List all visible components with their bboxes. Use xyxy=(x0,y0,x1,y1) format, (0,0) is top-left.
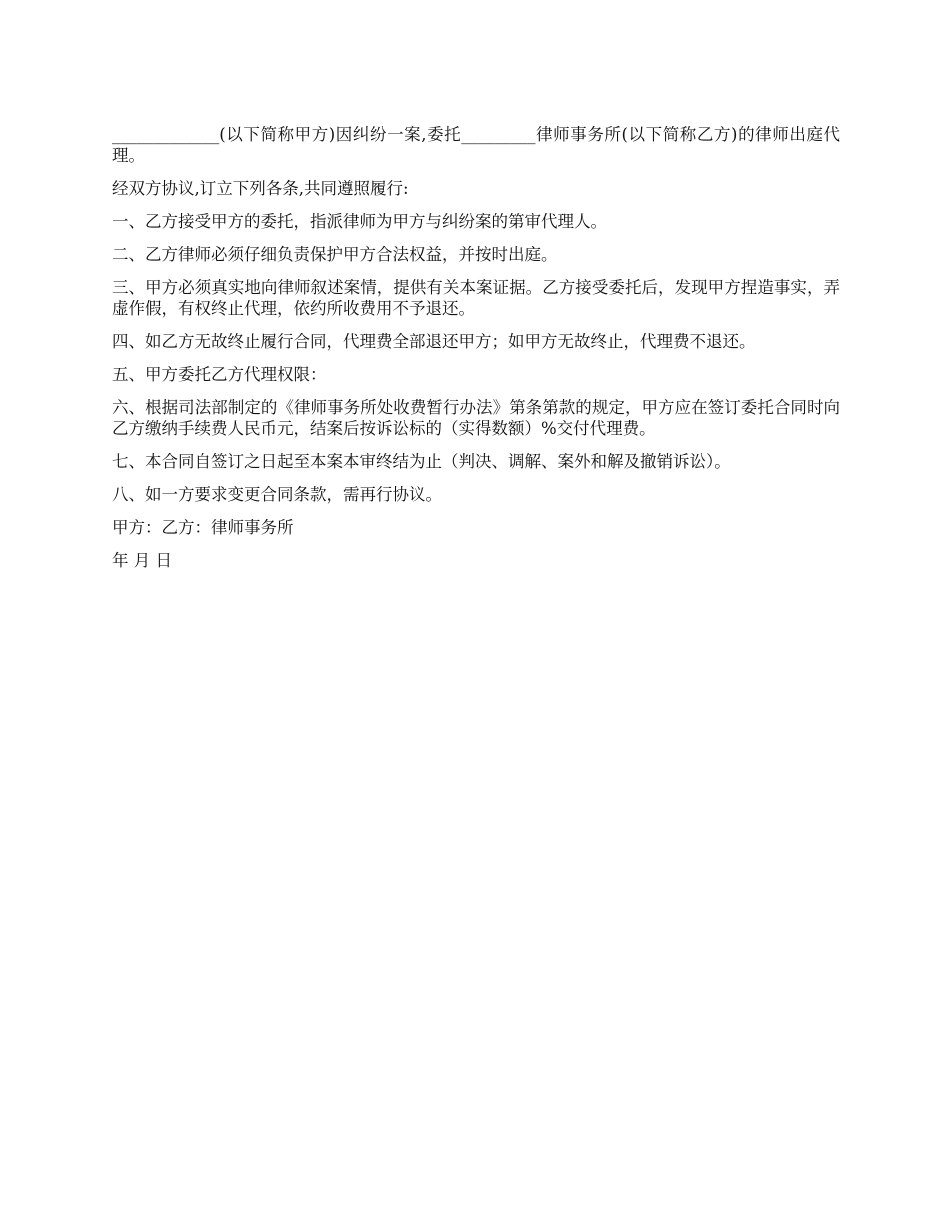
document-body xyxy=(112,124,840,571)
paragraph-clause-6: 六、根据司法部制定的《律师事务所处收费暂行办法》第条第款的规定，甲方应在签订委托合同时向乙方缴纳手续费人民币元，结案后按诉讼标的（实得数额）%交付代理费。 xyxy=(112,398,840,438)
paragraph-clause-2: 二、乙方律师必须仔细负责保护甲方合法权益，并按时出庭。 xyxy=(112,245,558,264)
paragraph-clause-7: 七、本合同自签订之日起至本案本审终结为止（判决、调解、案外和解及撤销诉讼）。 xyxy=(112,452,731,471)
paragraph-agreement-intro: 经双方协议,订立下列各条,共同遵照履行: xyxy=(112,179,409,198)
paragraph-preamble: _____________(以下简称甲方)因纠纷一案,委托_________律师事务所(以下简称乙方)的律师出庭代理。 xyxy=(112,125,840,165)
paragraph-clause-1: 一、乙方接受甲方的委托，指派律师为甲方与纠纷案的第审代理人。 xyxy=(112,212,607,231)
signature-parties: 甲方：乙方：律师事务所 xyxy=(112,518,294,537)
paragraph-clause-8: 八、如一方要求变更合同条款，需再行协议。 xyxy=(112,485,442,504)
paragraph-clause-3: 三、甲方必须真实地向律师叙述案情，提供有关本案证据。乙方接受委托后，发现甲方捏造事实，弄虚作假，有权终止代理，依约所收费用不予退还。 xyxy=(112,278,840,318)
signature-date: 年 月 日 xyxy=(112,551,172,570)
paragraph-clause-4: 四、如乙方无故终止履行合同，代理费全部退还甲方；如甲方无故终止，代理费不退还。 xyxy=(112,332,756,351)
paragraph-clause-5: 五、甲方委托乙方代理权限： xyxy=(112,365,327,384)
